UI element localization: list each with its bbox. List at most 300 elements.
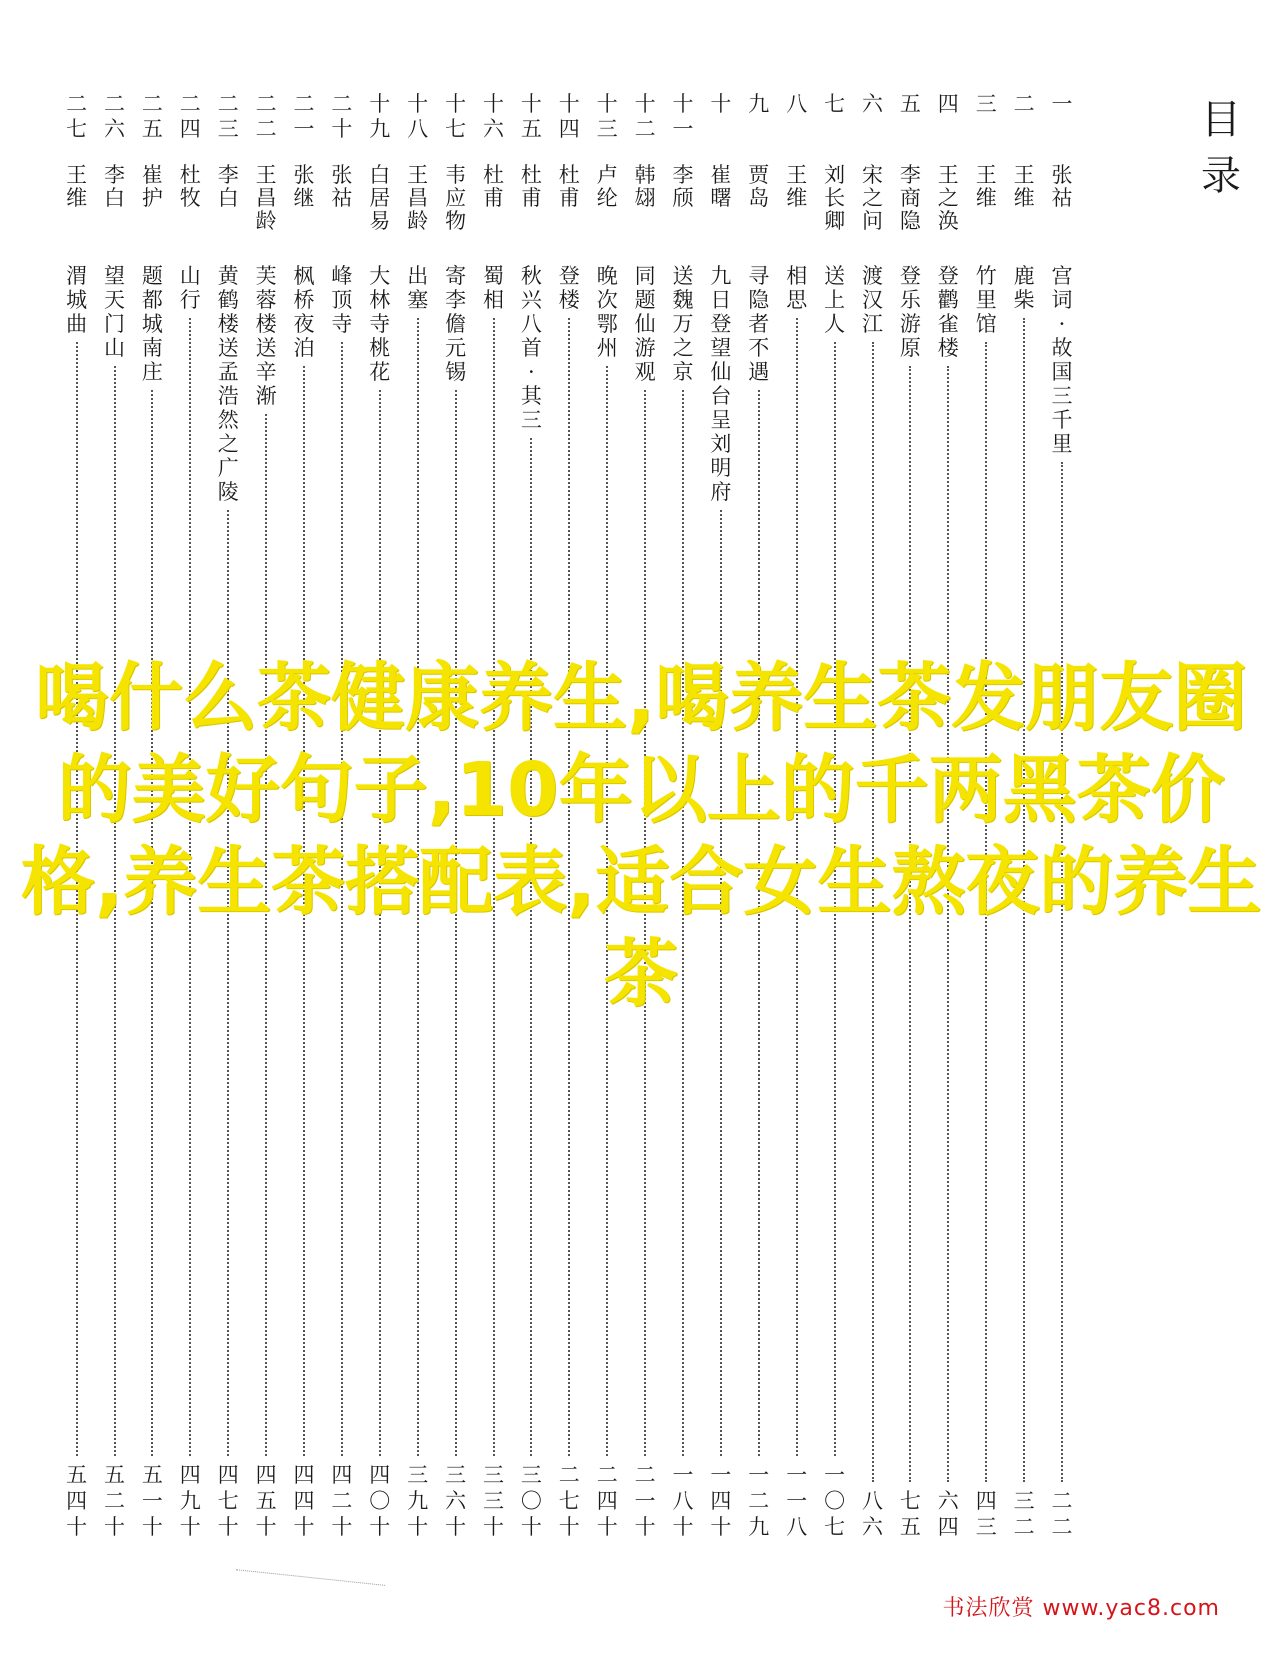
entry-author [180,164,201,256]
entry-author-char: 宋 [862,163,883,187]
entry-page-number-char: 三 [407,1463,429,1487]
entry-page-number-char: 一 [141,1489,163,1513]
entry-page-number-char: 九 [179,1489,201,1513]
entry-author-char: 物 [445,209,467,233]
entry-number-char: 二 [66,92,88,116]
entry-author-char: 李 [104,163,125,187]
entry-number [180,92,201,154]
entry-page-number-char: 四 [179,1463,201,1487]
entry-title-char: 峰 [331,264,353,288]
entry-number [710,92,731,154]
entry-author-char: 继 [293,186,315,210]
entry-author [407,164,428,256]
entry-author-char: 维 [66,186,88,210]
entry-author-char: 护 [141,186,163,210]
entry-title-char: 千 [1051,408,1073,432]
entry-title-char: 芙 [255,264,277,288]
entry-title-char: 渐 [255,384,277,408]
entry-title-char: 蓉 [255,288,277,312]
entry-author [66,164,87,256]
entry-page-number [66,1462,87,1540]
entry-page-number [938,1488,959,1540]
entry-page-number [635,1462,656,1540]
entry-number-char: 五 [520,117,542,141]
entry-page-number [256,1462,277,1540]
entry-page-number [104,1462,125,1540]
entry-page-number [1014,1488,1035,1540]
entry-number-char: 十 [634,92,656,116]
entry-page-number-char: 八 [786,1515,808,1539]
entry-author-char: 隐 [899,209,921,233]
entry-page-number-char: 十 [255,1515,277,1539]
entry-title-char: 其 [520,384,542,408]
entry-page-number-char: 七 [217,1489,239,1513]
entry-title-char: 孟 [217,360,239,384]
entry-number [938,92,959,154]
entry-title-char: 仙 [634,312,656,336]
entry-number [104,92,125,154]
entry-author-char: 商 [899,186,921,210]
entry-author [104,164,125,256]
entry-page-number-char: 二 [104,1489,125,1513]
entry-author-char: 维 [786,186,808,210]
entry-author-char: 王 [66,163,88,187]
entry-author [786,164,807,256]
entry-author-char: 杜 [179,163,201,187]
entry-page-number-char: 十 [369,1515,391,1539]
entry-page-number-char: 三 [975,1515,997,1539]
entry-number [635,92,656,154]
entry-title [142,264,163,384]
entry-author [710,164,731,256]
entry-page-number-char: 三 [1013,1489,1035,1513]
entry-number-char: 五 [899,92,921,116]
entry-author [748,164,769,256]
entry-title-char: 江 [862,312,883,336]
entry-author [635,164,656,256]
entry-page-number-char: 十 [104,1515,125,1539]
entry-author [824,164,845,256]
entry-number [521,92,542,154]
entry-author-char: 杜 [558,163,580,187]
entry-title-char: 万 [672,312,694,336]
entry-author-char: 贾 [748,163,770,187]
entry-title-char: 城 [141,312,163,336]
entry-title-char: 九 [710,264,732,288]
entry-page-number-char: 六 [862,1515,883,1539]
entry-author-char: 居 [369,186,391,210]
entry-page-number-char: 十 [710,1515,732,1539]
entry-title [180,264,201,312]
entry-author-char: 李 [899,163,921,187]
page-title-char: 目 [1201,97,1241,143]
entry-author-char: 韦 [445,163,467,187]
entry-author [559,164,580,256]
entry-title-char: 泊 [293,336,315,360]
entry-number-char: 九 [369,117,391,141]
entry-page-number-char: 一 [672,1463,694,1487]
entry-title-char: 观 [634,360,656,384]
entry-title-char: 题 [141,264,163,288]
entry-title-char: 兴 [520,288,542,312]
entry-page-number [559,1462,580,1540]
entry-title-char: 渭 [66,264,88,288]
entry-title-char: 游 [634,336,656,360]
entry-page-number-char: 十 [596,1515,618,1539]
entry-title-char: 鹳 [937,288,959,312]
entry-author-char: 李 [217,163,239,187]
entry-author-char: 维 [975,186,997,210]
entry-title-char: 出 [407,264,429,288]
entry-title-char: 楼 [558,288,580,312]
entry-author [445,164,466,256]
entry-page-number-char: 四 [255,1463,277,1487]
entry-number-char: 八 [786,92,808,116]
entry-author-char: 之 [862,186,883,210]
entry-page-number [483,1462,504,1540]
entry-title-char: 送 [672,264,694,288]
entry-title [407,264,428,312]
entry-author-char: 卢 [596,163,618,187]
entry-number [66,92,87,154]
entry-number [900,92,921,154]
entry-page-number [824,1462,845,1540]
entry-author [900,164,921,256]
entry-title-char: 蜀 [483,264,504,288]
entry-number [407,92,428,154]
entry-number [673,92,694,154]
entry-page-number-char: 十 [407,1515,429,1539]
entry-page-number-char: 三 [483,1463,504,1487]
entry-title-char: 山 [179,264,201,288]
entry-number [483,92,504,154]
entry-title-char: 刘 [710,432,732,456]
entry-page-number-char: 四 [217,1463,239,1487]
entry-title-char: 国 [1051,360,1073,384]
entry-author-char: 张 [293,163,315,187]
entry-title-char: 登 [899,264,921,288]
entry-number-char: 三 [596,117,618,141]
entry-author-char: 翃 [634,186,656,210]
entry-author-char: 王 [1013,163,1035,187]
entry-title-char: 鄂 [596,312,618,336]
entry-number-char: 六 [862,92,883,116]
entry-title-char: 晚 [596,264,618,288]
entry-title-char: 登 [558,264,580,288]
entry-author-char: 韩 [634,163,656,187]
entry-title-char: 台 [710,384,732,408]
entry-title [862,264,883,336]
entry-number-char: 二 [217,92,239,116]
entry-title-char: 不 [748,336,770,360]
entry-author-char: 昌 [407,186,429,210]
entry-author-char: 问 [862,209,883,233]
entry-title-char: 都 [141,288,163,312]
entry-author [1014,164,1035,256]
entry-author-char: 卿 [824,209,846,233]
entry-title [256,264,277,408]
entry-number [976,92,997,154]
entry-page-number-char: 五 [66,1463,88,1487]
entry-title-char: 次 [596,288,618,312]
entry-page-number-char: 二 [1013,1515,1035,1539]
entry-number-char: 二 [255,117,277,141]
entry-title-char: 登 [710,312,732,336]
entry-author-char: 昌 [255,186,277,210]
entry-title-char: 然 [217,408,239,432]
entry-title-char: 隐 [748,288,770,312]
entry-number-char: 二 [1013,92,1035,116]
entry-author [862,164,883,256]
entry-author-char: 甫 [558,186,580,210]
entry-page-number-char: 六 [445,1489,467,1513]
entry-page-number-char: 十 [634,1515,656,1539]
entry-page-number-char: 七 [824,1515,846,1539]
entry-page-number [369,1462,390,1540]
entry-title-char: 寻 [748,264,770,288]
entry-title-char: 寄 [445,264,467,288]
entry-number-char: 四 [937,92,959,116]
entry-title-char: 府 [710,480,732,504]
entry-title-char: 人 [824,312,846,336]
entry-page-number-char: 四 [293,1489,315,1513]
entry-title [824,264,845,336]
entry-page-number-char: 一 [824,1463,846,1487]
entry-title-char: 浩 [217,384,239,408]
entry-number-char: 一 [1051,92,1073,116]
entry-author-char: 白 [217,186,239,210]
entry-title-char: 城 [66,288,88,312]
entry-title-char: 魏 [672,288,694,312]
entry-page-number-char: 六 [937,1489,959,1513]
entry-title-char: 塞 [407,288,429,312]
entry-page-number [294,1462,315,1540]
entry-number-char: 二 [141,92,163,116]
entry-number-char: 九 [748,92,770,116]
entry-title-char: 明 [710,456,732,480]
entry-author [597,164,618,256]
entry-author [1052,164,1073,256]
entry-number-char: 七 [824,92,846,116]
entry-title [635,264,656,384]
entry-page-number-char: 一 [634,1489,656,1513]
entry-number-char: 二 [104,92,125,116]
entry-author [142,164,163,256]
entry-number-char: 一 [672,117,694,141]
entry-number [748,92,769,154]
entry-page-number-char: 五 [104,1463,125,1487]
entry-page-number [900,1488,921,1540]
overlay-headline: 喝什么茶健康养生,喝养生茶发朋友圈的美好句子,10年以上的千两黑茶价格,养生茶搭配表,适合女生熬夜的养生茶 [20,655,1262,1017]
entry-number-char: 三 [975,92,997,116]
entry-title [786,264,807,312]
entry-author-char: 甫 [520,186,542,210]
entry-title-char: 山 [104,336,125,360]
entry-page-number-char: 一 [710,1463,732,1487]
entry-number-char: 十 [369,92,391,116]
entry-title-char: 三 [520,408,542,432]
entry-author-char: 岛 [748,186,770,210]
entry-title [294,264,315,360]
entry-title-char: 鹿 [1013,264,1035,288]
entry-title-char: 三 [1051,384,1073,408]
entry-author [331,164,352,256]
entry-title-char: 乐 [899,288,921,312]
entry-page-number-char: 四 [369,1463,391,1487]
entry-number-char: 二 [255,92,277,116]
entry-number-char: 十 [558,92,580,116]
entry-author-char: 王 [255,163,277,187]
entry-title [710,264,731,504]
entry-title-char: 日 [710,288,732,312]
entry-title-char: 同 [634,264,656,288]
entry-page-number-char: 八 [672,1489,694,1513]
entry-author-char: 杜 [520,163,542,187]
entry-title [369,264,390,384]
entry-author [256,164,277,256]
entry-number [824,92,845,154]
entry-title-char: 里 [975,288,997,312]
entry-author [521,164,542,256]
entry-title-char: 辛 [255,360,277,384]
entry-page-number [180,1462,201,1540]
entry-author-char: 之 [937,186,959,210]
entry-page-number [748,1462,769,1540]
entry-author-char: 应 [445,186,467,210]
entry-page-number [673,1462,694,1540]
entry-title-char: 宫 [1051,264,1073,288]
entry-number [331,92,352,154]
entry-number [786,92,807,154]
entry-number [1014,92,1035,154]
entry-title [218,264,239,504]
entry-title-char: 送 [824,264,846,288]
entry-page-number [445,1462,466,1540]
entry-page-number-char: 二 [596,1463,618,1487]
entry-author-char: 甫 [483,186,504,210]
entry-page-number-char: 五 [899,1515,921,1539]
entry-author [673,164,694,256]
entry-number [1052,92,1073,154]
entry-author [369,164,390,256]
entry-title-char: 寺 [331,312,353,336]
entry-number [294,92,315,154]
entry-page-number-char: 五 [255,1489,277,1513]
entry-number-char: 六 [104,117,125,141]
entry-page-number-char: 一 [786,1489,808,1513]
entry-title-char: 原 [899,336,921,360]
entry-page-number-char: 二 [1051,1515,1073,1539]
entry-title-char: 楼 [937,336,959,360]
entry-number-char: 一 [293,117,315,141]
entry-page-number-char: 四 [937,1515,959,1539]
entry-title [673,264,694,384]
entry-page-number-char: 三 [483,1489,504,1513]
entry-title-char: 者 [748,312,770,336]
entry-number [597,92,618,154]
entry-title-char: 行 [179,288,201,312]
entry-page-number-char: 三 [445,1463,467,1487]
entry-page-number [407,1462,428,1540]
entry-title [521,264,542,432]
entry-page-number-char: 十 [141,1515,163,1539]
entry-title-char: 花 [369,360,391,384]
entry-title [976,264,997,336]
entry-title-char: 呈 [710,408,732,432]
entry-page-number [862,1488,883,1540]
entry-page-number-char: 二 [634,1463,656,1487]
entry-title-char: 门 [104,312,125,336]
entry-page-number-char: 十 [217,1515,239,1539]
entry-number-char: 四 [558,117,580,141]
entry-title-char: 遇 [748,360,770,384]
entry-title-char: 黄 [217,264,239,288]
entry-title-char: 锡 [445,360,467,384]
entry-page-number-char: 九 [407,1489,429,1513]
entry-number-char: 五 [141,117,163,141]
entry-author-char: 易 [369,209,391,233]
entry-author [938,164,959,256]
entry-title-char: 夜 [293,312,315,336]
entry-page-number-char: 四 [975,1489,997,1513]
entry-title-char: 桥 [293,288,315,312]
site-watermark: 书法欣赏 www.yac8.com [942,1596,1220,1621]
entry-page-number [786,1462,807,1540]
entry-title-char: 庄 [141,360,163,384]
entry-title-char: 州 [596,336,618,360]
entry-number [369,92,390,154]
entry-title-char: 故 [1051,336,1073,360]
entry-number [559,92,580,154]
entry-title-char: 竹 [975,264,997,288]
entry-title-char: 广 [217,456,239,480]
entry-page-number [218,1462,239,1540]
entry-author-char: 龄 [255,209,277,233]
entry-title-char: 枫 [293,264,315,288]
entry-title [559,264,580,312]
entry-title [938,264,959,360]
entry-title-char: 林 [369,288,391,312]
entry-number-char: 七 [66,117,88,141]
entry-author [218,164,239,256]
entry-number [862,92,883,154]
entry-page-number-char: 十 [558,1515,580,1539]
entry-title-char: 渡 [862,264,883,288]
entry-number [256,92,277,154]
entry-author-char: 纶 [596,186,618,210]
entry-title-char: 柴 [1013,288,1035,312]
entry-page-number-char: 二 [748,1489,770,1513]
entry-title [445,264,466,384]
entry-title-char: 送 [255,336,277,360]
entry-number-char: 二 [634,117,656,141]
entry-page-number-char: 四 [66,1489,88,1513]
entry-number-char: 八 [407,117,429,141]
entry-page-number-char: 四 [710,1489,732,1513]
entry-author-char: 王 [407,163,429,187]
entry-number-char: 四 [179,117,201,141]
page-title-char: 录 [1201,153,1241,199]
scan-artifact [235,1569,385,1596]
entry-title-char: 儋 [445,312,467,336]
entry-number-char: 十 [407,92,429,116]
entry-title-char: 大 [369,264,391,288]
entry-title-char: 思 [786,288,808,312]
entry-author-char: 祜 [1051,186,1073,210]
entry-title-char: 鹤 [217,288,239,312]
entry-author-char: 维 [1013,186,1035,210]
entry-title-char: 登 [937,264,959,288]
